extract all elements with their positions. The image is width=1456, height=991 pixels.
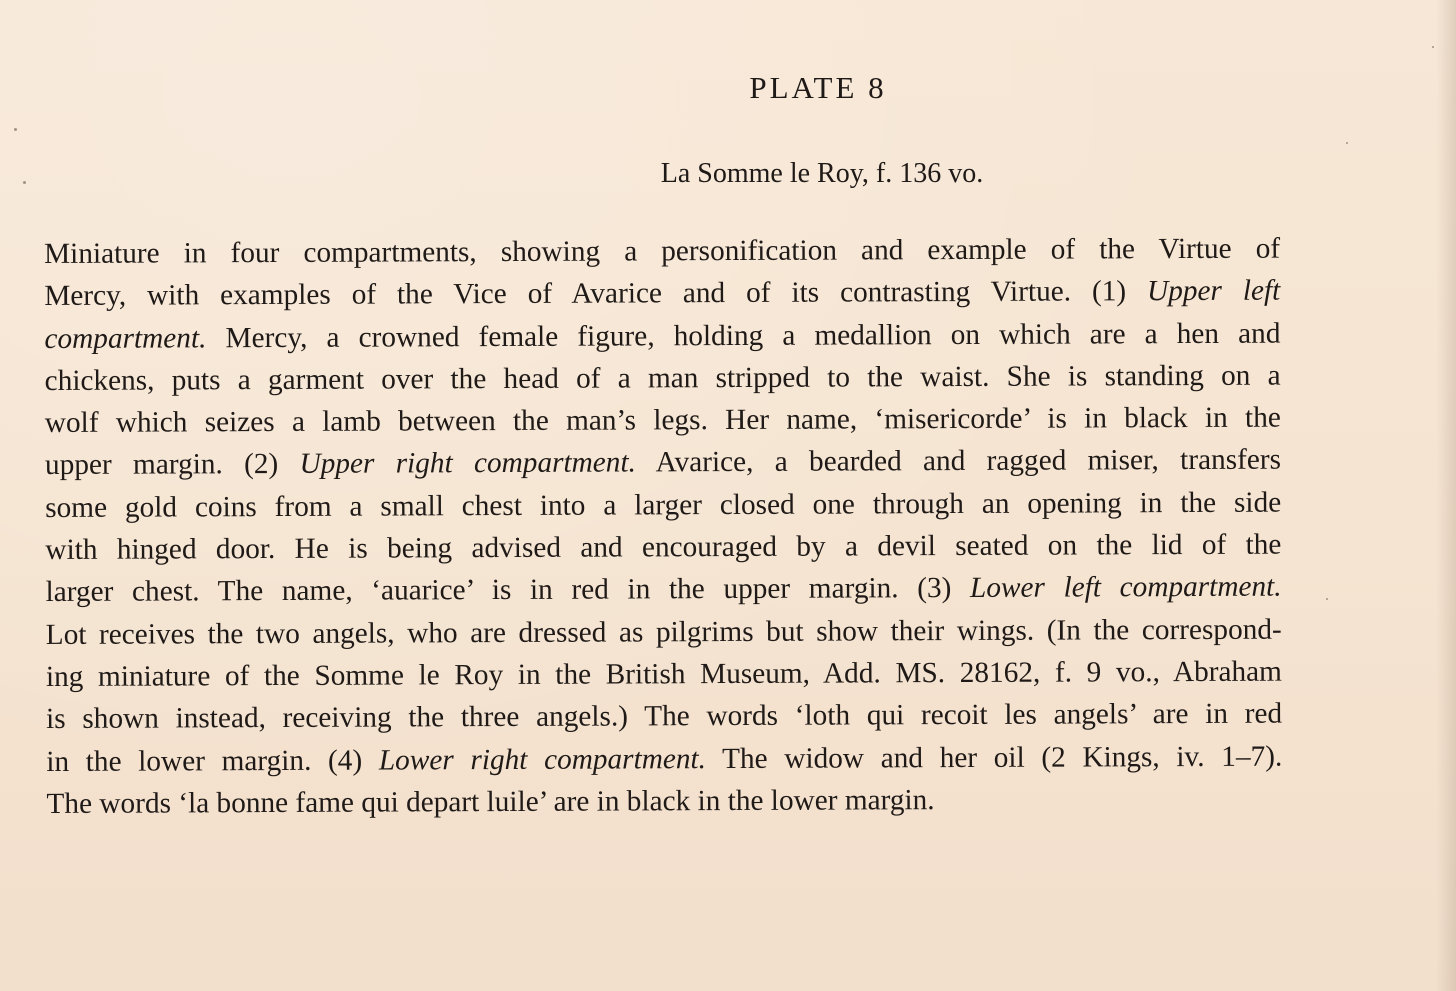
plate-title: PLATE 8 — [749, 70, 887, 105]
italic-segment: compartment. — [44, 321, 207, 355]
text-line — [45, 439, 1281, 487]
page-edge-shadow — [1436, 0, 1456, 991]
text-segment: in the lower margin. (4) — [46, 744, 379, 778]
text-line — [45, 481, 1281, 529]
paper-speck — [1326, 598, 1328, 600]
text-segment: chickens, puts a garment over the head of a man stripped to the waist. She is standing on a — [44, 359, 1281, 397]
italic-segment: Lower left compartment. — [969, 570, 1282, 605]
text-line — [44, 312, 1280, 360]
text-line — [46, 693, 1282, 741]
plate-subtitle: La Somme le Roy, f. 136 vo. — [660, 158, 984, 189]
text-segment: larger chest. The name, ‘auarice’ is in red in the upper margin. (3) — [45, 572, 971, 609]
paper-speck — [1432, 46, 1434, 48]
text-segment: with hinged door. He is being advised and encouraged by a devil seated on the lid of the — [45, 528, 1282, 567]
text-line — [45, 354, 1281, 402]
text-line — [44, 270, 1280, 318]
paper-speck — [14, 128, 17, 131]
text-segment: is shown instead, receiving the three angels.) The words ‘loth qui recoit les angels’ are in red — [46, 697, 1283, 736]
text-segment: Miniature in four compartments, showing a personification and example of the Virtue of — [44, 232, 1281, 270]
italic-segment: Lower right compartment. — [378, 742, 707, 777]
plate-description — [44, 228, 1283, 826]
text-segment: wolf which seizes a lamb between the man’s legs. Her name, ‘misericorde’ is in black in the — [44, 401, 1281, 440]
text-segment: upper margin. (2) — [44, 448, 300, 482]
text-segment: The words ‘la bonne fame qui depart luile’ are in black in the lower margin. — [46, 783, 935, 820]
text-segment: some gold coins from a small chest into a larger closed one through an opening in the side — [45, 486, 1282, 524]
text-segment: Mercy, a crowned female figure, holding a medallion on which are a hen and — [206, 317, 1281, 354]
italic-segment: Upper right compartment. — [299, 446, 636, 481]
text-segment: Avarice, a bearded and ragged miser, transfers — [635, 444, 1282, 479]
text-line — [44, 228, 1280, 276]
italic-segment: Upper left — [1146, 274, 1281, 308]
text-segment: The widow and her oil (2 Kings, iv. 1–7). — [705, 740, 1283, 775]
text-line — [46, 651, 1282, 699]
text-segment: ing miniature of the Somme le Roy in the British Museum, Add. MS. 28162, f. 9 vo., Abraham — [45, 655, 1282, 693]
text-segment: Mercy, with examples of the Vice of Avarice and of its contrasting Virtue. (1) — [44, 275, 1148, 313]
text-line — [46, 777, 1282, 825]
text-line — [46, 608, 1282, 656]
text-segment: Lot receives the two angels, who are dressed as pilgrims but show their wings. (In the correspond- — [45, 613, 1282, 651]
text-line — [45, 397, 1281, 445]
text-line — [45, 524, 1281, 572]
paper-speck — [1346, 142, 1348, 144]
text-line — [46, 735, 1282, 783]
text-line — [45, 566, 1281, 614]
